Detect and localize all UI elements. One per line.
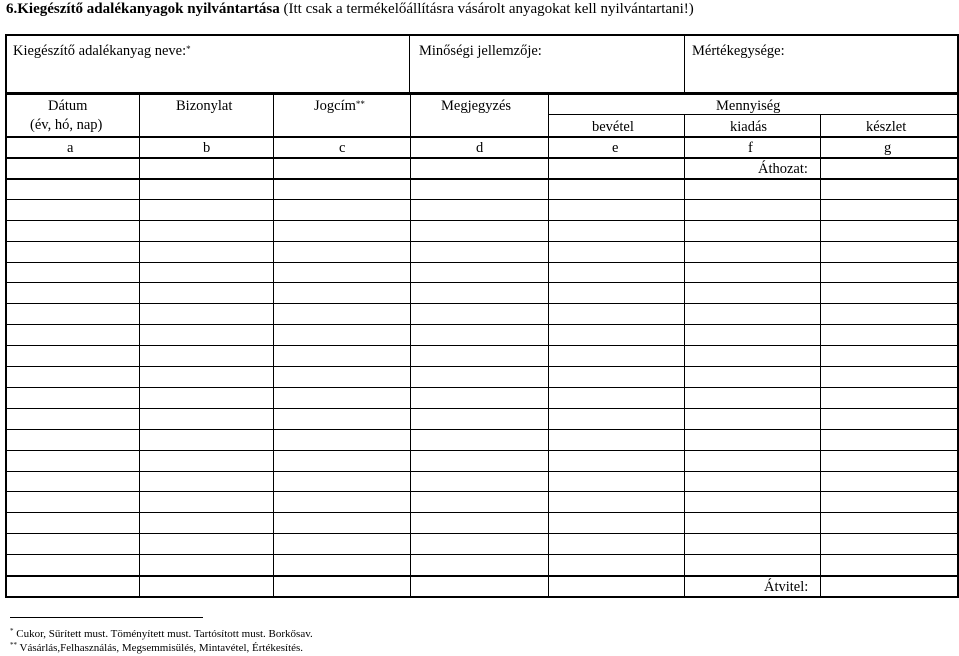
footnote-2: ** Vásárlás,Felhasználás, Megsemmisülés, Mintavétel, Értékesítés.: [10, 641, 304, 654]
ledger-row-line: [6, 429, 958, 430]
ledger-row-line: [6, 491, 958, 492]
col-letter-a: a: [67, 140, 74, 156]
ledger-row-line: [6, 220, 958, 221]
col-letter-b: b: [203, 140, 211, 156]
col-line-5: [684, 114, 685, 597]
col-letter-e: e: [612, 140, 619, 156]
page-title: [6, 1, 694, 18]
issue-header: kiadás: [730, 119, 768, 135]
ledger-row-line: [6, 450, 958, 451]
ledger-row-line: [6, 345, 958, 346]
ledger-row-line: [6, 324, 958, 325]
footnote-separator: [10, 617, 203, 618]
name-label: Kiegészítő adalékanyag neve:*: [13, 43, 191, 59]
col-letter-d: d: [476, 140, 484, 156]
carry-in-bottom-line: [6, 178, 958, 180]
ledger-row-line: [6, 241, 958, 242]
ledger-row-line: [6, 533, 958, 534]
unit-label: Mértékegysége:: [692, 43, 785, 59]
carry-out-label: Átvitel:: [764, 579, 809, 595]
col-letter-g: g: [884, 140, 892, 156]
ledger-row-line: [6, 262, 958, 263]
name-footnote-mark: *: [186, 44, 191, 54]
title-footnote-mark: **: [355, 99, 365, 109]
col-line-6: [820, 114, 821, 597]
header-divider-1: [409, 35, 410, 93]
quality-label: Minőségi jellemzője:: [419, 43, 542, 59]
stock-header: készlet: [866, 119, 907, 135]
ledger-row-line: [6, 387, 958, 388]
quantity-header: Mennyiség: [716, 98, 781, 114]
ledger-row-line: [6, 512, 958, 513]
document-header: Bizonylat: [176, 98, 233, 114]
ledger-row-line: [6, 199, 958, 200]
ledger-row-line: [6, 554, 958, 555]
income-header: bevétel: [592, 119, 634, 135]
footnote-1: * Cukor, Sűrített must. Töményített must. Tartósított must. Borkősav.: [10, 627, 313, 640]
col-letter-c: c: [339, 140, 346, 156]
carry-in-label: Áthozat:: [758, 161, 808, 177]
carry-out-top-line: [6, 575, 958, 577]
letters-top-line: [6, 136, 958, 138]
title-rest: (Itt csak a termékelőállításra vásárolt anyagokat kell nyilvántartani!): [279, 1, 694, 17]
note-header: Megjegyzés: [441, 98, 512, 114]
header-divider-2: [684, 35, 685, 93]
ledger-row-line: [6, 366, 958, 367]
date-header-line1: Dátum: [48, 98, 88, 114]
ledger-row-line: [6, 471, 958, 472]
quantity-sub-line: [548, 114, 957, 115]
title-header: Jogcím**: [314, 98, 365, 114]
col-letter-f: f: [748, 140, 753, 156]
ledger-row-line: [6, 408, 958, 409]
ledger-row-line: [6, 282, 958, 283]
letters-bottom-line: [6, 157, 958, 159]
date-header-line2: (év, hó, nap): [30, 117, 103, 133]
ledger-row-line: [6, 303, 958, 304]
title-bold: 6.Kiegészítő adalékanyagok nyilvántartása: [6, 1, 280, 17]
